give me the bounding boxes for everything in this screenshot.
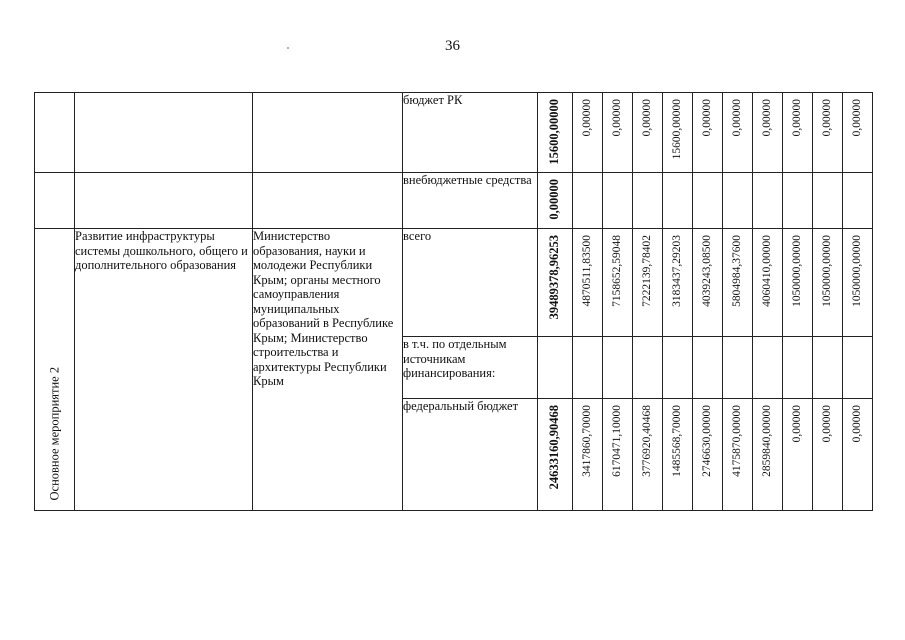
year-cell	[723, 93, 753, 173]
total-cell	[538, 399, 573, 511]
year-value: 3776920,40468	[640, 405, 653, 477]
empty-cell	[843, 337, 873, 399]
year-value: 4870511,83500	[580, 235, 593, 307]
year-value: 0,00000	[790, 99, 803, 137]
empty-cell	[538, 337, 573, 399]
table-row-budget-rk	[35, 93, 873, 173]
year-cell	[723, 229, 753, 337]
year-value: 0,00000	[730, 99, 743, 137]
year-value: 1050000,00000	[850, 235, 863, 307]
empty-cell	[573, 173, 603, 229]
year-value: 4175870,00000	[730, 405, 743, 477]
empty-cell	[723, 173, 753, 229]
empty-cell	[35, 93, 75, 173]
total-value: 24633160,90468	[547, 405, 561, 490]
year-cell	[663, 229, 693, 337]
source-cell: федеральный бюджет	[403, 399, 538, 511]
year-cell	[603, 399, 633, 511]
year-value: 0,00000	[610, 99, 623, 137]
empty-cell	[253, 93, 403, 173]
year-cell	[633, 399, 663, 511]
empty-cell	[633, 173, 663, 229]
year-cell	[783, 399, 813, 511]
year-value: 2746630,00000	[700, 405, 713, 477]
empty-cell	[573, 337, 603, 399]
year-cell	[573, 93, 603, 173]
year-cell	[843, 399, 873, 511]
year-value: 1050000,00000	[820, 235, 833, 307]
year-cell	[813, 93, 843, 173]
year-value: 2859840,00000	[760, 405, 773, 477]
year-cell	[663, 399, 693, 511]
year-cell	[603, 229, 633, 337]
year-cell	[693, 399, 723, 511]
year-value: 7222139,78402	[640, 235, 653, 307]
total-value: 15600,00000	[547, 99, 561, 165]
empty-cell	[663, 173, 693, 229]
empty-cell	[75, 173, 253, 229]
total-cell	[538, 93, 573, 173]
year-value: 15600,00000	[670, 99, 683, 160]
year-value: 0,00000	[580, 99, 593, 137]
year-cell	[723, 399, 753, 511]
year-cell	[753, 93, 783, 173]
empty-cell	[35, 173, 75, 229]
event-label: Основное мероприятие 2	[47, 366, 61, 500]
total-cell	[538, 229, 573, 337]
empty-cell	[783, 337, 813, 399]
empty-cell	[843, 173, 873, 229]
table-row-total	[35, 229, 873, 337]
event-name-cell: Развитие инфраструктуры системы дошкольного, общего и дополнительного образования	[75, 229, 253, 511]
year-cell	[813, 399, 843, 511]
year-cell	[633, 229, 663, 337]
year-cell	[843, 93, 873, 173]
empty-cell	[603, 173, 633, 229]
empty-cell	[253, 173, 403, 229]
year-value: 5804984,37600	[730, 235, 743, 307]
empty-cell	[633, 337, 663, 399]
year-cell	[573, 399, 603, 511]
year-cell	[573, 229, 603, 337]
empty-cell	[813, 173, 843, 229]
table-row-extra-budget	[35, 173, 873, 229]
year-value: 0,00000	[850, 99, 863, 137]
year-value: 0,00000	[700, 99, 713, 137]
year-value: 0,00000	[850, 405, 863, 443]
year-value: 0,00000	[760, 99, 773, 137]
year-value: 4060410,00000	[760, 235, 773, 307]
year-value: 3183437,29203	[670, 235, 683, 307]
year-cell	[603, 93, 633, 173]
year-cell	[813, 229, 843, 337]
year-value: 0,00000	[820, 99, 833, 137]
event-label-cell	[35, 229, 75, 511]
year-value: 4039243,08500	[700, 235, 713, 307]
year-value: 1050000,00000	[790, 235, 803, 307]
empty-cell	[603, 337, 633, 399]
year-value: 3417860,70000	[580, 405, 593, 477]
year-value: 6170471,10000	[610, 405, 623, 477]
empty-cell	[663, 337, 693, 399]
source-cell: внебюджетные средства	[403, 173, 538, 229]
executors-cell: Министерство образования, науки и молодежи Республики Крым; органы местного самоуправления муниципальных образований в Республике Крым; Министерство строительства и архитектуры Республики Крым	[253, 229, 403, 511]
year-cell	[843, 229, 873, 337]
year-cell	[663, 93, 693, 173]
empty-cell	[75, 93, 253, 173]
year-value: 7158652,59048	[610, 235, 623, 307]
empty-cell	[783, 173, 813, 229]
budget-table	[34, 92, 873, 511]
year-cell	[693, 93, 723, 173]
year-value: 1485568,70000	[670, 405, 683, 477]
empty-cell	[723, 337, 753, 399]
year-value: 0,00000	[790, 405, 803, 443]
year-cell	[753, 229, 783, 337]
scan-dot	[287, 47, 289, 49]
empty-cell	[753, 337, 783, 399]
year-value: 0,00000	[640, 99, 653, 137]
year-cell	[633, 93, 663, 173]
empty-cell	[693, 337, 723, 399]
year-cell	[753, 399, 783, 511]
empty-cell	[753, 173, 783, 229]
total-cell	[538, 173, 573, 229]
page-number: 36	[445, 38, 460, 54]
source-cell: в т.ч. по отдельным источникам финансирования:	[403, 337, 538, 399]
year-value: 0,00000	[820, 405, 833, 443]
total-value: 0,00000	[547, 179, 561, 220]
year-cell	[783, 93, 813, 173]
source-cell: бюджет РК	[403, 93, 538, 173]
source-cell: всего	[403, 229, 538, 337]
total-value: 39489378,96253	[547, 235, 561, 320]
year-cell	[693, 229, 723, 337]
empty-cell	[813, 337, 843, 399]
year-cell	[783, 229, 813, 337]
empty-cell	[693, 173, 723, 229]
